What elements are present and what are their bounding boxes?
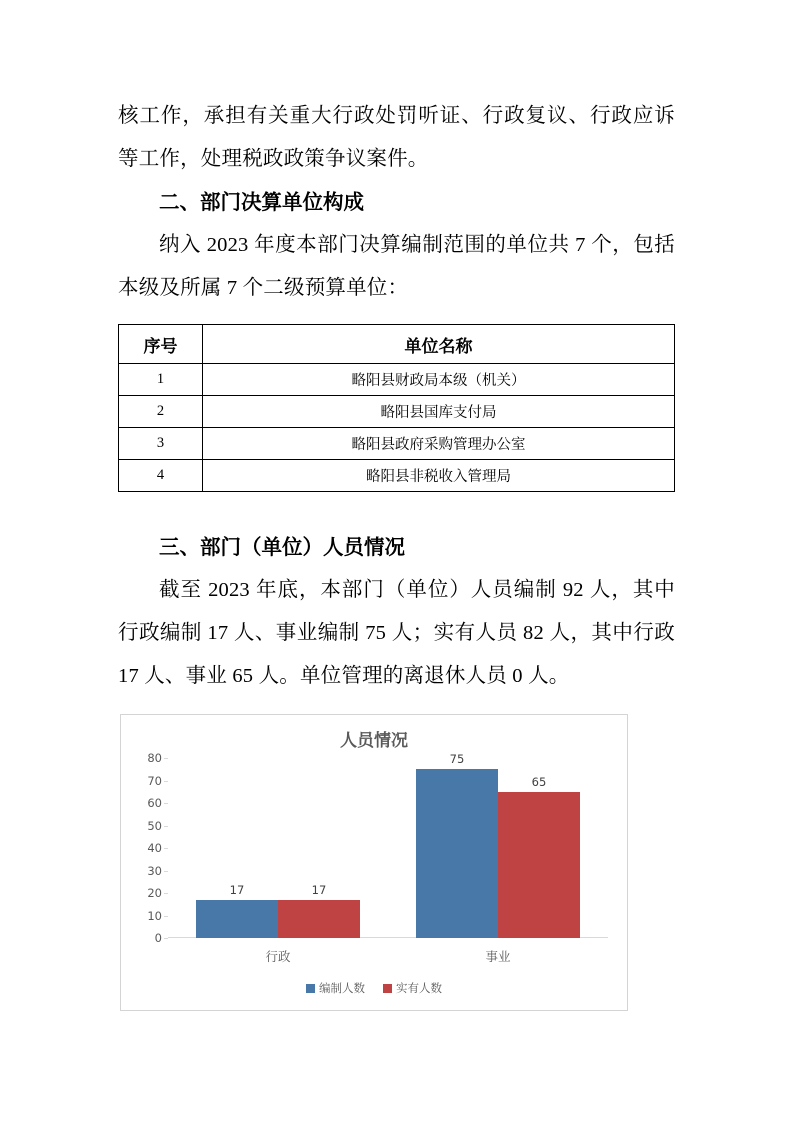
table-cell-name: 略阳县国库支付局 <box>203 396 675 428</box>
table-header-cell: 单位名称 <box>203 325 675 364</box>
bar-value-label: 75 <box>449 752 465 767</box>
table-row <box>119 396 675 428</box>
table-cell-index: 2 <box>119 396 203 428</box>
y-axis-tick-label: 70 <box>147 773 162 788</box>
table-row <box>119 460 675 492</box>
bar-value-label: 17 <box>229 882 245 897</box>
x-axis-category-label: 事业 <box>485 949 511 964</box>
y-axis-tick-label: 20 <box>147 886 162 900</box>
table-header-row <box>119 325 675 364</box>
chart-legend <box>121 980 627 996</box>
y-axis-tick-mark <box>164 938 168 939</box>
paragraph-staffing: 截至 2023 年底，本部门（单位）人员编制 92 人，其中行政编制 17 人、事业编制 75 人；实有人员 82 人，其中行政 17 人、事业 65 人。单位管理的离退休人员 0 人。 <box>118 579 675 687</box>
legend-swatch <box>306 984 315 993</box>
legend-label: 实有人数 <box>396 981 442 995</box>
paragraph-continuation: 核工作，承担有关重大行政处罚听证、行政复议、行政应诉等工作，处理税政政策争议案件。 <box>118 105 675 170</box>
y-axis-tick-label: 0 <box>154 931 162 945</box>
table-row <box>119 364 675 396</box>
table-row <box>119 428 675 460</box>
chart-bar <box>416 769 498 938</box>
bar-value-label: 65 <box>531 774 547 789</box>
paragraph-units-intro: 纳入 2023 年度本部门决算编制范围的单位共 7 个，包括本级及所属 7 个二级预算单位： <box>118 234 675 299</box>
chart-plot-area <box>147 751 608 964</box>
chart-bar <box>196 900 278 938</box>
table-cell-index: 4 <box>119 460 203 492</box>
units-table <box>118 324 675 492</box>
y-axis-tick-label: 80 <box>147 751 162 765</box>
spacer <box>118 492 675 526</box>
y-axis-tick-label: 40 <box>147 841 162 855</box>
y-axis-tick-mark <box>164 916 168 917</box>
legend-label: 编制人数 <box>319 981 365 995</box>
y-axis-tick-label: 10 <box>147 908 162 923</box>
y-axis-tick-label: 60 <box>147 796 162 810</box>
chart-bar <box>278 900 360 938</box>
y-axis-tick-mark <box>164 871 168 872</box>
section-heading-two: 二、部门决算单位构成 <box>159 190 364 214</box>
y-axis-tick-mark <box>164 848 168 849</box>
chart-bar <box>498 792 580 938</box>
y-axis-tick-mark <box>164 803 168 804</box>
table-cell-name: 略阳县财政局本级（机关） <box>203 364 675 396</box>
table-cell-name: 略阳县政府采购管理办公室 <box>203 428 675 460</box>
section-heading-three: 三、部门（单位）人员情况 <box>159 535 405 559</box>
table-header-cell: 序号 <box>119 325 203 364</box>
legend-swatch <box>383 984 392 993</box>
y-axis-tick-mark <box>164 826 168 827</box>
y-axis-tick-label: 50 <box>147 818 162 833</box>
y-axis-tick-mark <box>164 781 168 782</box>
legend-item <box>383 981 442 995</box>
legend-item <box>306 981 365 995</box>
table-cell-name: 略阳县非税收入管理局 <box>203 460 675 492</box>
x-axis-category-label: 行政 <box>265 949 291 964</box>
staffing-bar-chart <box>120 714 628 1011</box>
chart-title: 人员情况 <box>340 731 408 751</box>
table-cell-index: 3 <box>119 428 203 460</box>
y-axis-tick-mark <box>164 893 168 894</box>
bar-value-label: 17 <box>311 882 327 897</box>
table-cell-index: 1 <box>119 364 203 396</box>
y-axis-tick-mark <box>164 758 168 759</box>
y-axis-tick-label: 30 <box>147 863 162 878</box>
